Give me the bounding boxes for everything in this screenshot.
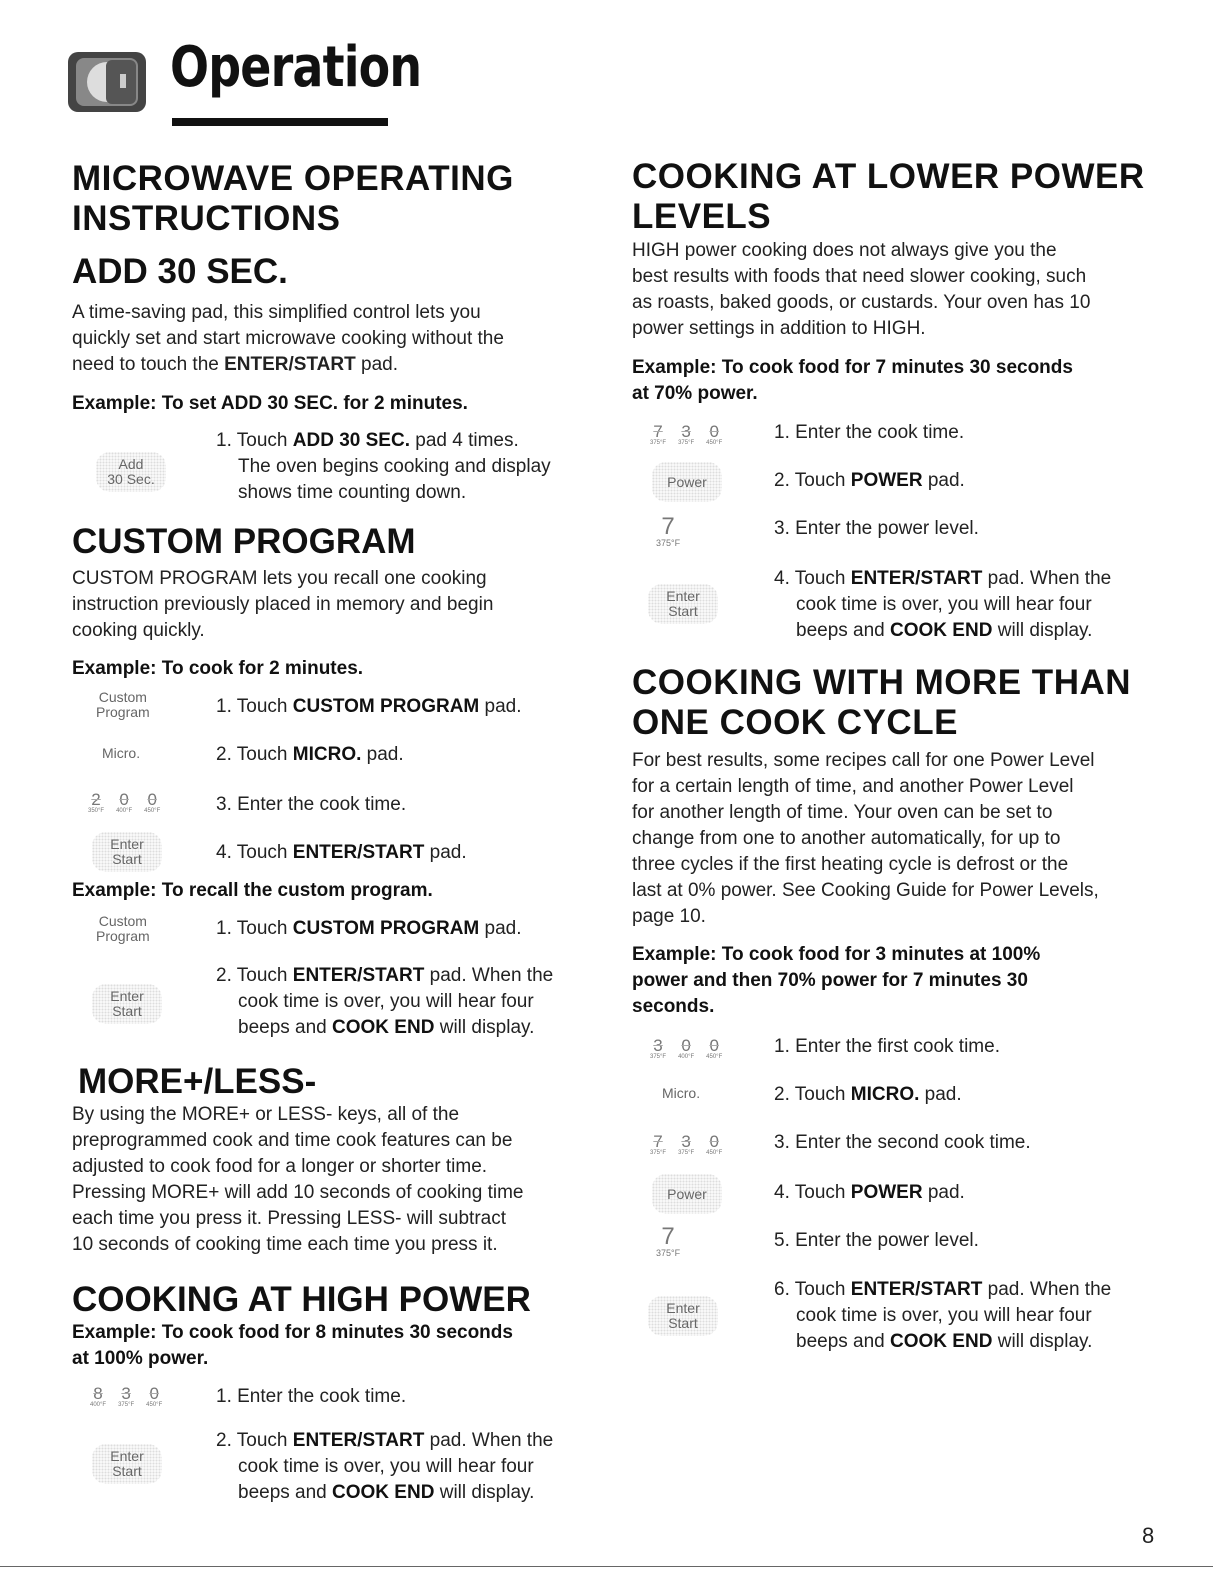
add30-body-2: quickly set and start microwave cooking without the xyxy=(72,328,504,349)
high-cook-time-digits: 8 400°F 3 375°F 0 450°F xyxy=(90,1384,163,1408)
enter-start-pad-3: Enter Start xyxy=(92,1444,162,1484)
multi-body-1: For best results, some recipes call for one Power Level xyxy=(632,750,1095,771)
lower-body-1: HIGH power cooking does not always give you the xyxy=(632,240,1057,261)
custom-step-3: 3. Enter the cook time. xyxy=(216,794,407,815)
enter-start-pad-2: Enter Start xyxy=(92,984,162,1024)
add30-step-1: 1. Touch ADD 30 SEC. pad 4 times. The oven begins cooking and display shows time counting down. xyxy=(216,430,551,503)
multi-body-4: change from one to another automatically, for up to xyxy=(632,828,1061,849)
add-30-sec-pad: Add 30 Sec. xyxy=(96,452,166,492)
high-step-2: 2. Touch ENTER/START pad. When the cook time is over, you will hear four beeps and COOK END will display. xyxy=(216,1430,554,1503)
enter-start-pad: Enter Start xyxy=(92,832,162,872)
custom-step-4: 4. Touch ENTER/START pad. xyxy=(216,842,467,863)
multi-step-2: 2. Touch MICRO. pad. xyxy=(774,1084,962,1105)
high-example-1: Example: To cook food for 8 minutes 30 seconds xyxy=(72,1322,513,1343)
multi-example-3: seconds. xyxy=(632,996,715,1017)
add30-body-3: need to touch the ENTER/START pad. xyxy=(72,354,398,375)
footer-divider xyxy=(0,1566,1213,1567)
custom-step-2: 2. Touch MICRO. pad. xyxy=(216,744,404,765)
multi-example-1: Example: To cook food for 3 minutes at 100% xyxy=(632,944,1041,965)
power-level-digit: 7 375°F xyxy=(656,513,681,548)
cook-time-digits: 2 350°F 0 400°F 0 450°F xyxy=(88,790,161,814)
multi-cycle-heading-2: ONE COOK CYCLE xyxy=(632,703,958,742)
multi-step-4: 4. Touch POWER pad. xyxy=(774,1182,965,1203)
page-title: Operation xyxy=(170,35,422,100)
lower-step-4: 4. Touch ENTER/START pad. When the cook time is over, you will hear four beeps and COOK END will display. xyxy=(774,568,1112,641)
multi-cycle-heading-1: COOKING WITH MORE THAN xyxy=(632,663,1132,702)
custom-step-1: 1. Touch CUSTOM PROGRAM pad. xyxy=(216,696,522,717)
lower-cook-time-digits: 7 375°F 3 375°F 0 450°F xyxy=(650,422,723,446)
lower-power-heading-1: COOKING AT LOWER POWER xyxy=(632,157,1145,196)
custom-program-pad-2: Custom Program xyxy=(96,913,150,944)
add30-example: Example: To set ADD 30 SEC. for 2 minutes. xyxy=(72,393,468,414)
lower-body-3: as roasts, baked goods, or custards. Your oven has 10 xyxy=(632,292,1091,313)
moreless-body-3: adjusted to cook food for a longer or shorter time. xyxy=(72,1156,488,1177)
moreless-body-1: By using the MORE+ or LESS- keys, all of the xyxy=(72,1104,460,1125)
title-underline xyxy=(172,118,388,126)
custom-example-2: Example: To recall the custom program. xyxy=(72,880,433,901)
lower-step-1: 1. Enter the cook time. xyxy=(774,422,965,443)
multi-step-6: 6. Touch ENTER/START pad. When the cook time is over, you will hear four beeps and COOK END will display. xyxy=(774,1279,1112,1352)
lower-example-2: at 70% power. xyxy=(632,383,758,404)
multi-step-1: 1. Enter the first cook time. xyxy=(774,1036,1000,1057)
multi-body-5: three cycles if the first heating cycle is defrost or the xyxy=(632,854,1069,875)
high-step-1: 1. Enter the cook time. xyxy=(216,1386,407,1407)
moreless-body-6: 10 seconds of cooking time each time you press it. xyxy=(72,1234,498,1255)
power-level-digit-2: 7 375°F xyxy=(656,1223,681,1258)
custom-example-1: Example: To cook for 2 minutes. xyxy=(72,658,364,679)
operation-icon xyxy=(66,44,148,116)
custom-program-pad: Custom Program xyxy=(96,689,150,720)
lower-step-2: 2. Touch POWER pad. xyxy=(774,470,965,491)
multi-step-3: 3. Enter the second cook time. xyxy=(774,1132,1031,1153)
multi-example-2: power and then 70% power for 7 minutes 30 xyxy=(632,970,1028,991)
recall-step-1: 1. Touch CUSTOM PROGRAM pad. xyxy=(216,918,522,939)
lower-body-4: power settings in addition to HIGH. xyxy=(632,318,926,339)
section-title-line1: MICROWAVE OPERATING xyxy=(72,159,514,198)
high-power-heading: COOKING AT HIGH POWER xyxy=(72,1280,531,1319)
multi-body-3: for another length of time. Your oven can be set to xyxy=(632,802,1053,823)
add30-body-1: A time-saving pad, this simplified control lets you xyxy=(72,302,481,323)
custom-body-1: CUSTOM PROGRAM lets you recall one cooking xyxy=(72,568,487,589)
recall-step-2: 2. Touch ENTER/START pad. When the cook time is over, you will hear four beeps and COOK END will display. xyxy=(216,965,554,1038)
lower-example-1: Example: To cook food for 7 minutes 30 seconds xyxy=(632,357,1073,378)
page-number: 8 xyxy=(1142,1523,1155,1548)
lower-step-3: 3. Enter the power level. xyxy=(774,518,979,539)
power-pad-2: Power xyxy=(652,1174,722,1214)
moreless-body-5: each time you press it. Pressing LESS- will subtract xyxy=(72,1208,507,1229)
micro-pad: Micro. xyxy=(102,745,141,761)
moreless-body-4: Pressing MORE+ will add 10 seconds of cooking time xyxy=(72,1182,524,1203)
multi-step-5: 5. Enter the power level. xyxy=(774,1230,979,1251)
second-cook-time-digits: 7 375°F 3 375°F 0 450°F xyxy=(650,1132,723,1156)
enter-start-pad-4: Enter Start xyxy=(648,584,718,624)
lower-body-2: best results with foods that need slower cooking, such xyxy=(632,266,1087,287)
custom-body-2: instruction previously placed in memory and begin xyxy=(72,594,494,615)
custom-body-3: cooking quickly. xyxy=(72,620,205,641)
section-title-line2: INSTRUCTIONS xyxy=(72,199,341,238)
more-less-heading: MORE+/LESS- xyxy=(78,1062,317,1101)
high-example-2: at 100% power. xyxy=(72,1348,209,1369)
power-pad: Power xyxy=(652,462,722,502)
micro-pad-2: Micro. xyxy=(662,1085,701,1101)
custom-program-heading: CUSTOM PROGRAM xyxy=(72,522,416,561)
moreless-body-2: preprogrammed cook and time cook features can be xyxy=(72,1130,513,1151)
multi-body-7: page 10. xyxy=(632,906,706,927)
lower-power-heading-2: LEVELS xyxy=(632,197,772,236)
multi-body-6: last at 0% power. See Cooking Guide for Power Levels, xyxy=(632,880,1099,901)
first-cook-time-digits: 3 375°F 0 400°F 0 450°F xyxy=(650,1036,723,1060)
multi-body-2: for a certain length of time, and another Power Level xyxy=(632,776,1074,797)
enter-start-pad-5: Enter Start xyxy=(648,1296,718,1336)
add30-heading: ADD 30 SEC. xyxy=(72,252,288,291)
